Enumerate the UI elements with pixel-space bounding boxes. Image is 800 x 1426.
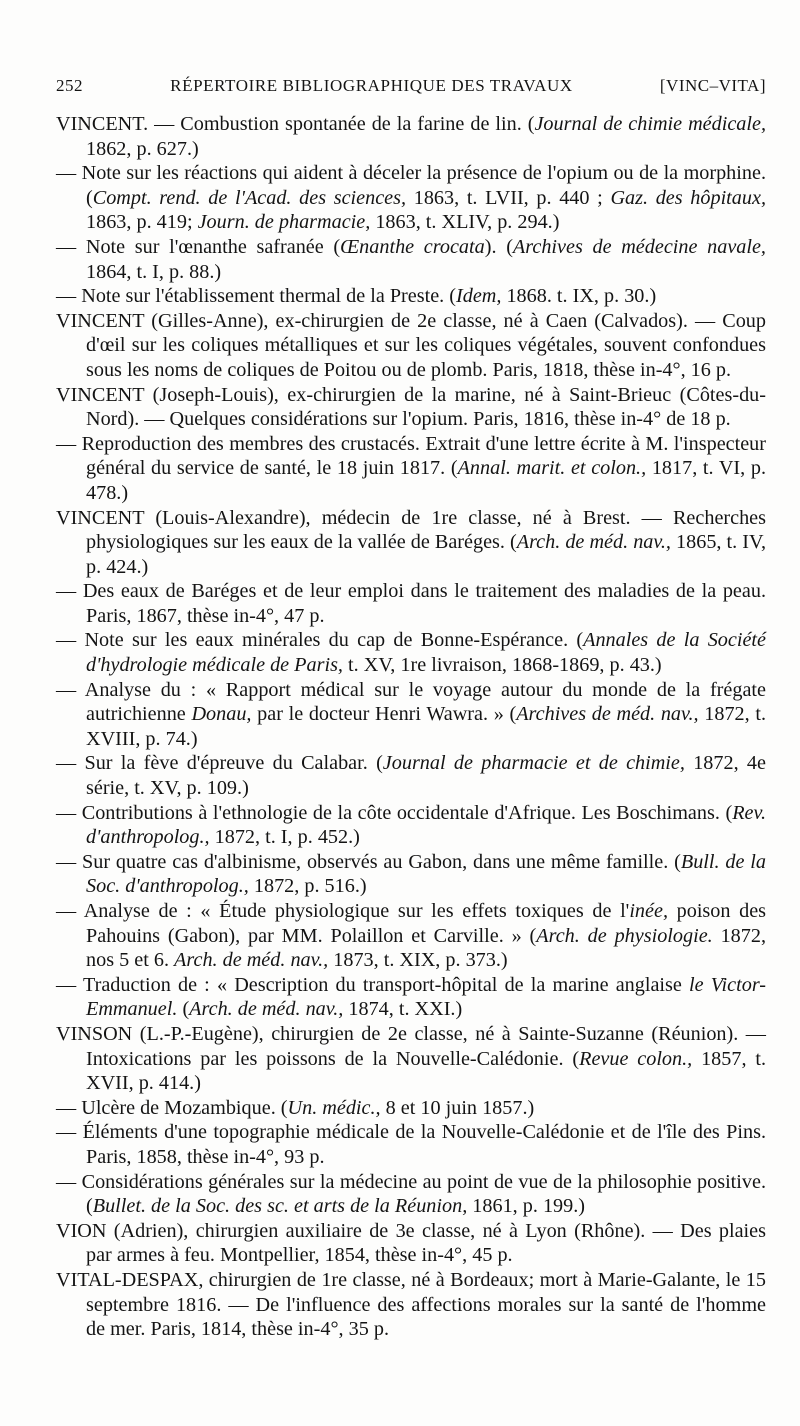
entry-italic-text: Arch. de physiologie.: [536, 924, 713, 947]
entry-text: — Analyse du : « Rapport médical sur le voyage autour du monde de la frégate autrichienne: [56, 678, 766, 726]
entry-text: t. XV, 1re livraison, 1868-1869, p. 43.): [342, 654, 662, 677]
entry-text: VINCENT (Gilles-Anne), ex-chirurgien de 2e classe, né à Caen (Calvados). — Coup d'œil sur les coliques métalliques et sur les coliques végétales, souvent confondues sous les noms de coliques de Poitou ou de plomb. Paris, 1818, thèse in-4°, 16 p.: [56, 309, 766, 381]
entry-italic-text: Archives de méd. nav.,: [516, 703, 699, 726]
entry-italic-text: Arch. de méd. nav.,: [516, 531, 671, 554]
entry-italic-text: Œnanthe crocata: [340, 235, 485, 258]
bibliography-entry: [56, 112, 766, 161]
bibliography-entry: [56, 678, 766, 752]
entry-text: VINCENT. — Combustion spontanée de la farine de lin. (: [56, 113, 535, 135]
entry-text: 1873, t. XIX, p. 373.): [328, 949, 508, 972]
entry-text: — Analyse de : « Étude physiologique sur les effets toxiques de l': [56, 900, 630, 922]
bibliography-entry: [56, 506, 766, 580]
entry-italic-text: Arch. de méd. nav.,: [174, 949, 329, 972]
bibliography-entry: [56, 432, 766, 506]
entry-text: 1861, p. 199.): [467, 1195, 586, 1218]
entry-text: par le docteur Henri Wawra. » (: [251, 703, 517, 726]
entry-text: — Traduction de : « Description du transport-hôpital de la marine anglaise: [56, 973, 689, 996]
entry-italic-text: Annales de la Société d'hydrologie médicale de Paris,: [86, 629, 766, 677]
entry-text: — Ulcère de Mozambique. (: [56, 1096, 288, 1119]
entry-italic-text: Un. médic.,: [287, 1096, 381, 1119]
entry-text: 1857, t. XVII, p. 414.): [86, 1047, 767, 1095]
entry-text: — Note sur l'œnanthe safranée (: [56, 235, 341, 258]
entry-italic-text: le Victor-Emmanuel.: [86, 973, 766, 1021]
entry-text: VINCENT (Louis-Alexandre), médecin de 1re classe, né à Brest. — Recherches physiologiques sur les eaux de la vallée de Baréges. (: [56, 506, 766, 554]
entry-italic-text: Bull. de la Soc. d'anthropolog.,: [86, 850, 766, 898]
bibliography-entry: [56, 1219, 766, 1268]
entry-text: 1862, p. 627.): [86, 137, 199, 160]
bibliography-entry: [56, 161, 766, 235]
entry-text: — Considérations générales sur la médecine au point de vue de la philosophie positive. (: [56, 1170, 766, 1218]
bibliography-entry: [56, 1120, 766, 1169]
entry-italic-text: Annal. marit. et colon.,: [457, 457, 647, 480]
entry-italic-text: Arch. de méd. nav.,: [189, 998, 344, 1021]
bibliography-entry: [56, 1022, 766, 1096]
entry-text: — Reproduction des membres des crustacés. Extrait d'une lettre écrite à M. l'inspecteur général du service de santé, le 18 juin 1817. (: [56, 432, 766, 480]
entry-text: — Sur la fève d'épreuve du Calabar. (: [56, 752, 383, 775]
entry-text: 1863, t. XLIV, p. 294.): [370, 211, 560, 234]
running-title: RÉPERTOIRE BIBLIOGRAPHIQUE DES TRAVAUX: [170, 76, 573, 95]
entry-text: (: [177, 998, 190, 1021]
entry-text: VINCENT (Joseph-Louis), ex-chirurgien de la marine, né à Saint-Brieuc (Côtes-du-Nord). — Quelques considérations sur l'opium. Paris, 1816, thèse in-4° de 18 p.: [56, 383, 766, 431]
entry-italic-text: Archives de médecine navale,: [512, 235, 766, 258]
entry-italic-text: Rev. d'anthropolog.,: [86, 801, 766, 849]
entry-text: 1864, t. I, p. 88.): [86, 260, 222, 283]
bibliography-entry: [56, 235, 766, 284]
bibliography-entry: [56, 579, 766, 628]
entry-text: — Contributions à l'ethnologie de la côte occidentale d'Afrique. Les Boschimans. (: [56, 801, 733, 824]
entry-text: 1872, t. XVIII, p. 74.): [86, 703, 767, 750]
entry-text: 1872, t. I, p. 452.): [209, 826, 360, 849]
entry-text: VITAL-DESPAX, chirurgien de 1re classe, né à Bordeaux; mort à Marie-Galante, le 15 septembre 1816. — De l'influence des affections morales sur la santé de l'homme de mer. Paris, 1814, thèse in-4°, 35 p.: [56, 1268, 766, 1341]
entry-text: ). (: [484, 235, 513, 258]
entry-text: 1872, 4e série, t. XV, p. 109.): [86, 752, 766, 800]
entry-text: VION (Adrien), chirurgien auxiliaire de 3e classe, né à Lyon (Rhône). — Des plaies par armes à feu. Montpellier, 1854, thèse in-4°, 45 p.: [56, 1219, 766, 1267]
entry-text: 8 et 10 juin 1857.): [380, 1096, 535, 1119]
bibliography-entry: [56, 284, 766, 309]
entry-italic-text: Gaz. des hôpitaux,: [610, 186, 766, 209]
bibliography-entry: [56, 628, 766, 677]
bibliography-entry: [56, 899, 766, 973]
entry-text: — Sur quatre cas d'albinisme, observés au Gabon, dans une même famille. (: [56, 850, 681, 873]
entry-text: — Éléments d'une topographie médicale de la Nouvelle-Calédonie et de l'île des Pins. Paris, 1858, thèse in-4°, 93 p.: [56, 1121, 766, 1168]
bibliography-entries: [56, 112, 766, 1342]
entry-italic-text: Bullet. de la Soc. des sc. et arts de la Réunion,: [92, 1195, 468, 1218]
entry-text: 1874, t. XXI.): [343, 998, 463, 1021]
bibliography-entry: [56, 309, 766, 383]
entry-text: 1817, t. VI, p. 478.): [86, 457, 767, 504]
entry-italic-text: Idem,: [456, 285, 502, 308]
bibliography-entry: [56, 1268, 766, 1342]
entry-text: 1863, p. 419;: [86, 211, 198, 234]
entry-text: 1865, t. IV, p. 424.): [86, 531, 766, 578]
entry-italic-text: Compt. rend. de l'Acad. des sciences,: [92, 186, 407, 209]
running-head: [56, 76, 766, 96]
bibliography-entry: [56, 1096, 766, 1121]
bibliography-entry: [56, 973, 766, 1022]
entry-text: — Note sur les réactions qui aident à déceler la présence de l'opium ou de la morphine. (: [56, 162, 766, 209]
entry-text: poison des Pahouins (Gabon), par MM. Polaillon et Carville. » (: [86, 900, 767, 947]
entry-italic-text: inée,: [629, 900, 668, 922]
entry-text: 1872, nos 5 et 6.: [86, 924, 766, 972]
entry-italic-text: Revue colon.,: [579, 1047, 693, 1070]
entry-text: VINSON (L.-P.-Eugène), chirurgien de 2e classe, né à Sainte-Suzanne (Réunion). — Intoxications par les poissons de la Nouvelle-Calédonie. (: [56, 1022, 766, 1070]
entry-italic-text: Journal de pharmacie et de chimie,: [382, 752, 685, 775]
entry-text: 1868. t. IX, p. 30.): [501, 285, 657, 308]
entry-italic-text: Journ. de pharmacie,: [197, 211, 371, 234]
bibliography-entry: [56, 383, 766, 432]
entry-italic-text: Donau,: [191, 703, 252, 726]
entry-italic-text: Journal de chimie médicale,: [534, 113, 767, 135]
bibliography-entry: [56, 850, 766, 899]
bibliography-entry: [56, 751, 766, 800]
entry-text: — Note sur l'établissement thermal de la Preste. (: [56, 285, 456, 308]
entry-text: — Note sur les eaux minérales du cap de Bonne-Espérance. (: [56, 629, 584, 652]
bibliography-entry: [56, 1170, 766, 1219]
bibliography-entry: [56, 801, 766, 850]
entry-range: [VINC–VITA]: [659, 76, 766, 95]
entry-text: 1863, t. LVII, p. 440 ;: [406, 186, 611, 209]
entry-text: 1872, p. 516.): [248, 875, 367, 898]
entry-text: — Des eaux de Baréges et de leur emploi dans le traitement des maladies de la peau. Paris, 1867, thèse in-4°, 47 p.: [56, 580, 766, 627]
page-number: 252: [56, 76, 83, 95]
